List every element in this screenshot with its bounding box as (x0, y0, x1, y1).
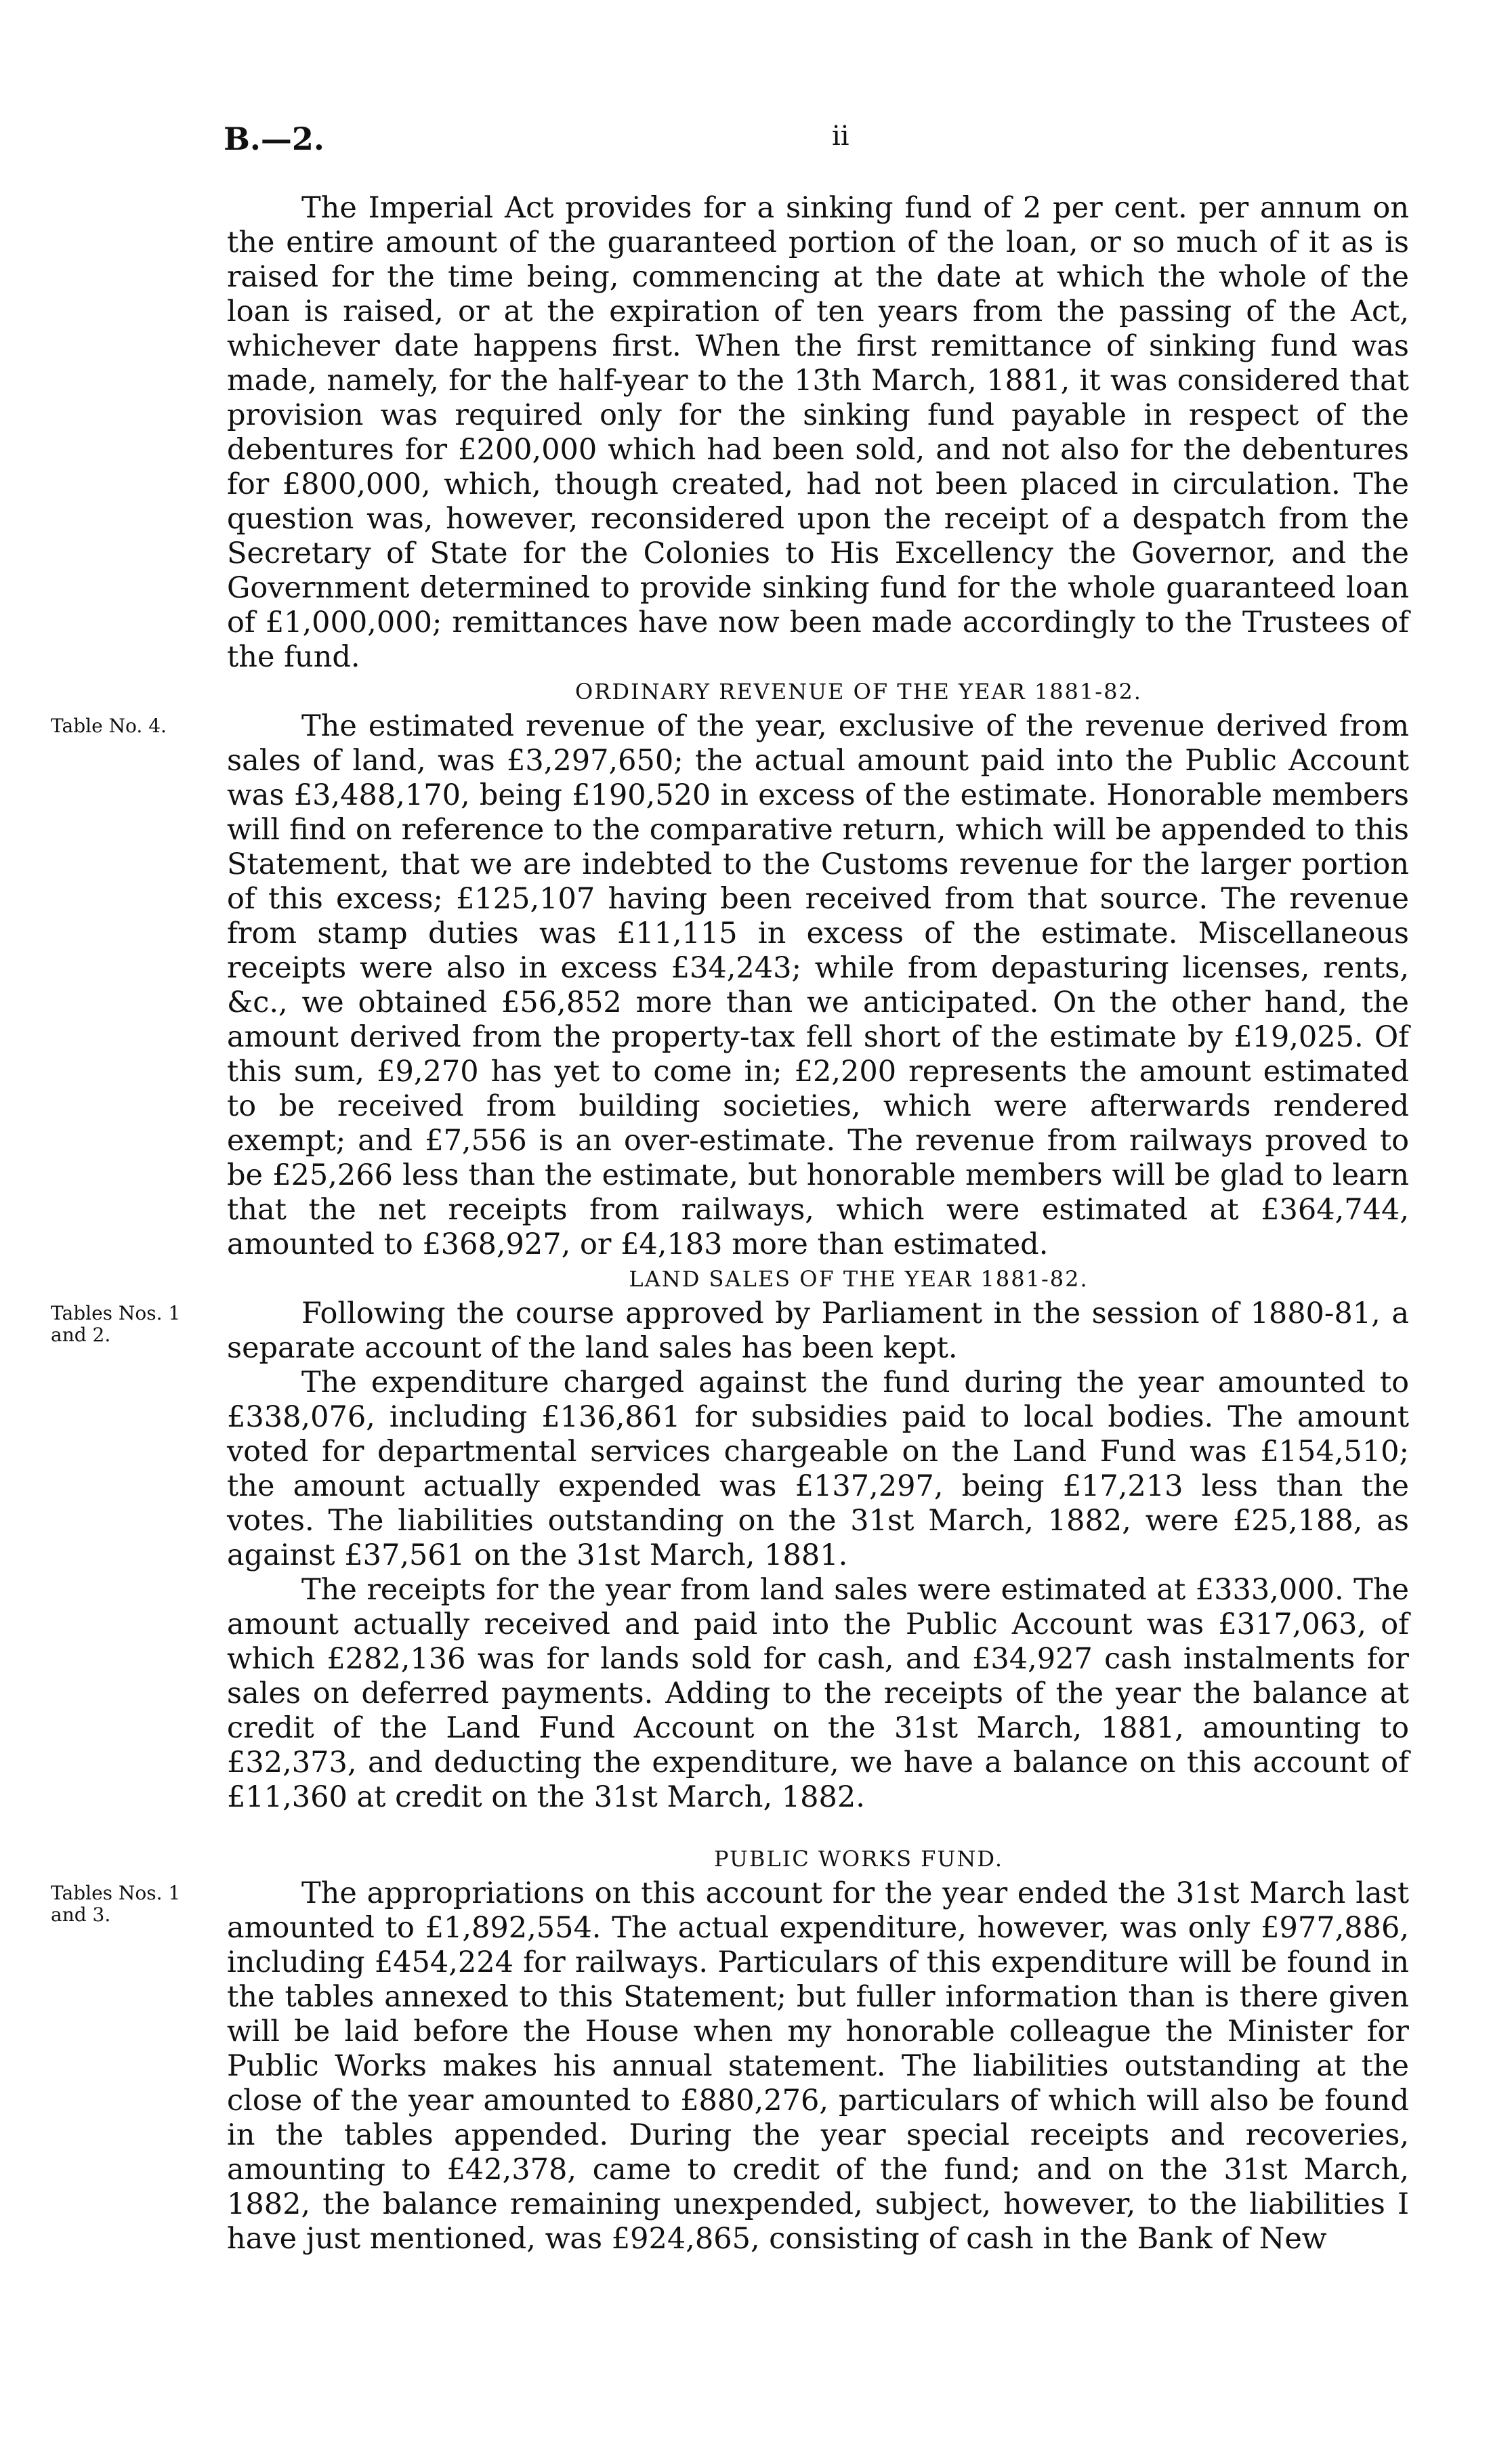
margin-note: Table No. 4. (51, 715, 167, 737)
section-heading: PUBLIC WORKS FUND. (713, 1846, 1004, 1872)
paragraph: The estimated revenue of the year, exclusive of the revenue derived from sales of land, was £3,297,650; the actual amount paid into the Public Account was £3,488,170, being £190,520 in excess of the estimate. Honorable members will find on reference to the comparative return, which will be appended to this Statement, that we are indebted to the Customs revenue for the larger portion of this excess; £125,107 having been received from that source. The revenue from stamp duties was £11,115 in excess of the estimate. Miscellaneous receipts were also in excess £34,243; while from depasturing licenses, rents, &c., we obtained £56,852 more than we anticipated. On the other hand, the amount derived from the property-tax fell short of the estimate by £19,025. Of this sum, £9,270 has yet to come in; £2,200 represents the amount estimated to be received from building societies, which were afterwards rendered exempt; and £7,556 is an over-estimate. The revenue from railways proved to be £25,266 less than the estimate, but honorable members will be glad to learn that the net receipts from railways, which were estimated at £364,744, amounted to £368,927, or £4,183 more than estimated. (227, 709, 1409, 1261)
margin-note: Tables Nos. 1 and 2. (51, 1302, 181, 1346)
section-land-sales (51, 1262, 1409, 1815)
paragraph: The receipts for the year from land sales were estimated at £333,000. The amount actually received and paid into the Public Account was £317,063, of which £282,136 was for lands sold for cash, and £34,927 cash instalments for sales on deferred payments. Adding to the receipts of the year the balance at credit of the Land Fund Account on the 31st March, 1881, amounting to £32,373, and deducting the expenditure, we have a balance on this account of £11,360 at credit on the 31st March, 1882. (227, 1573, 1409, 1814)
paragraph: The expenditure charged against the fund during the year amounted to £338,076, including £136,861 for subsidies paid to local bodies. The amount voted for departmental services chargeable on the Land Fund was £154,510; the amount actually expended was £137,297, being £17,213 less than the votes. The liabilities outstanding on the 31st March, 1882, were £25,188, as against £37,561 on the 31st March, 1881. (227, 1366, 1409, 1572)
paragraph: Following the course approved by Parliament in the session of 1880-81, a separate account of the land sales has been kept. (227, 1297, 1409, 1365)
page-number: ii (832, 121, 849, 152)
section-heading: LAND SALES OF THE YEAR 1881-82. (629, 1266, 1089, 1292)
page-header (0, 121, 1512, 161)
margin-note: Tables Nos. 1 and 3. (51, 1882, 181, 1926)
section-heading: ORDINARY REVENUE OF THE YEAR 1881-82. (575, 679, 1142, 704)
intro-paragraph: The Imperial Act provides for a sinking fund of 2 per cent. per annum on the entire amount of the guaranteed portion of the loan, or so much of it as is raised for the time being, commencing at the date at which the whole of the loan is raised, or at the expiration of ten years from the passing of the Act, whichever date happens first. When the first remittance of sinking fund was made, namely, for the half-year to the 13th March, 1881, it was considered that provision was required only for the sinking fund payable in respect of the debentures for £200,000 which had been sold, and not also for the debentures for £800,000, which, though created, had not been placed in circulation. The question was, however, reconsidered upon the receipt of a despatch from the Secretary of State for the Colonies to His Excellency the Governor, and the Government determined to provide sinking fund for the whole guaranteed loan of £1,000,000; remittances have now been made accordingly to the Trustees of the fund. (227, 191, 1409, 674)
section-public-works-fund (51, 1842, 1409, 2256)
section-ordinary-revenue (51, 675, 1409, 1262)
document-reference: B.—2. (224, 121, 324, 157)
page-body (51, 191, 1409, 2256)
paragraph: The appropriations on this account for the year ended the 31st March last amounted to £1,892,554. The actual expenditure, however, was only £977,886, including £454,224 for railways. Particulars of this expenditure will be found in the tables annexed to this Statement; but fuller information than is there given will be laid before the House when my honorable colleague the Minister for Public Works makes his annual statement. The liabilities outstanding at the close of the year amounted to £880,276, particulars of which will also be found in the tables appended. During the year special receipts and recoveries, amounting to £42,378, came to credit of the fund; and on the 31st March, 1882, the balance remaining unexpended, subject, however, to the liabilities I have just mentioned, was £924,865, consisting of cash in the Bank of New (227, 1876, 1409, 2256)
